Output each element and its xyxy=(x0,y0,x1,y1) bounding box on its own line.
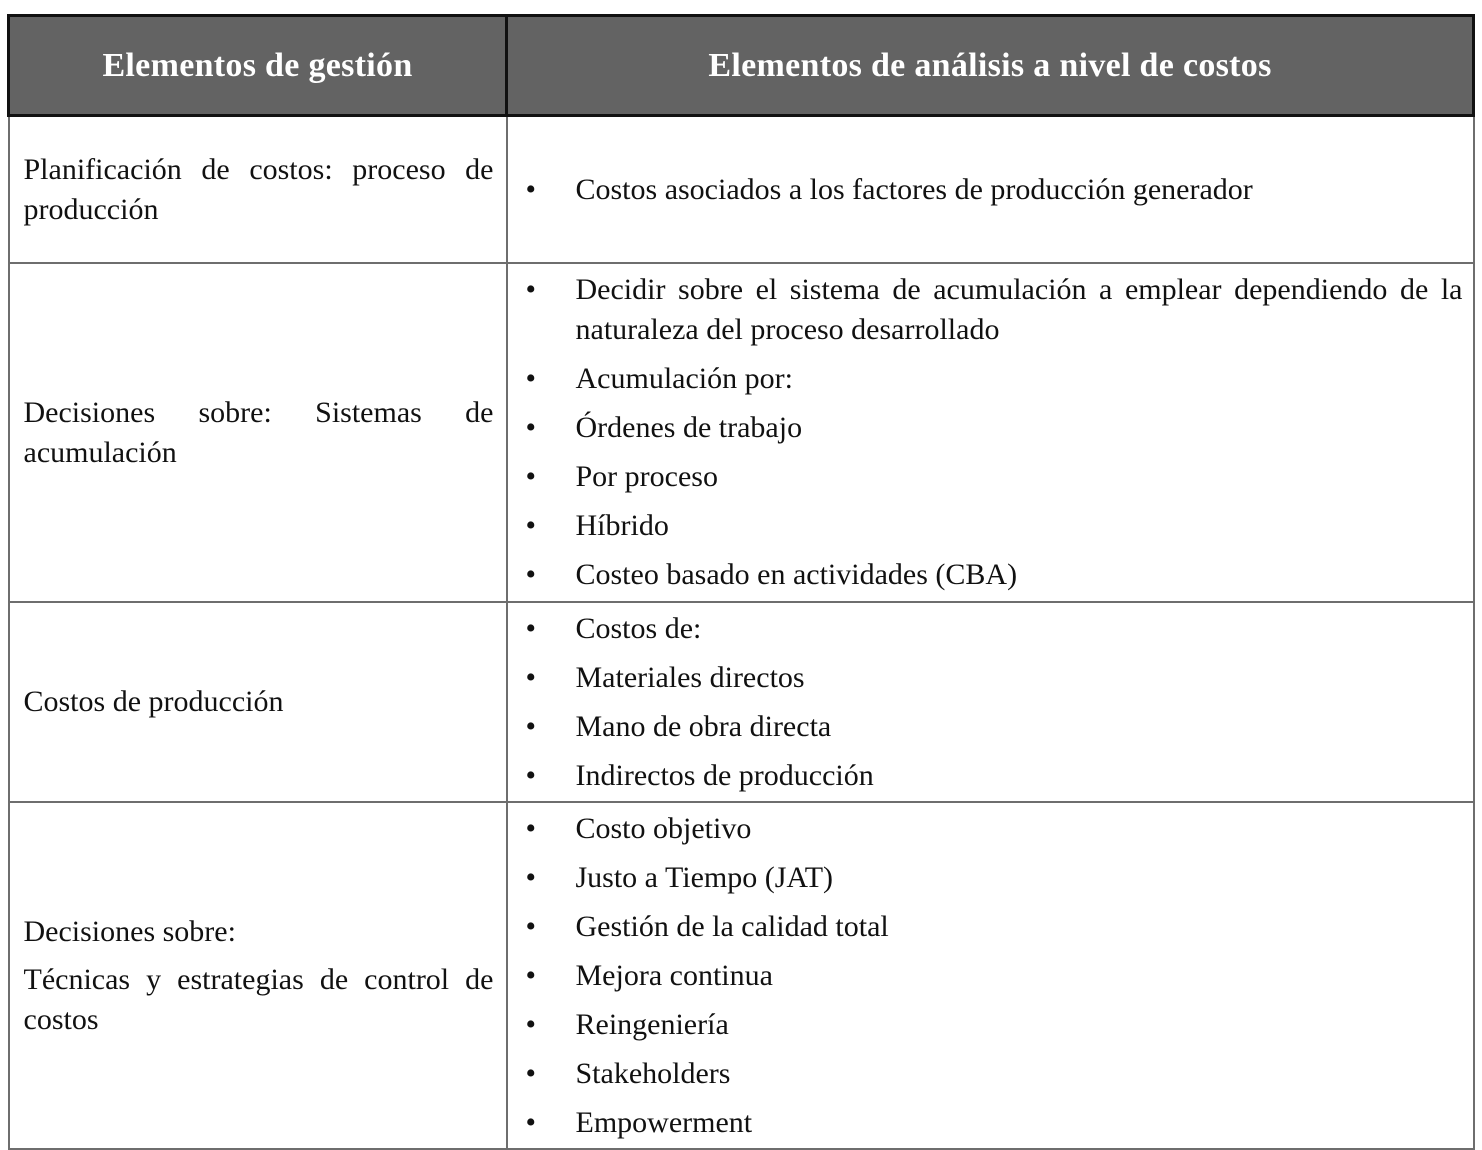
list-item: • Órdenes de trabajo xyxy=(518,408,1463,448)
management-cell xyxy=(9,116,507,264)
bullet-icon: • xyxy=(525,273,537,306)
management-text: Decisiones sobre: Sistemas de acumulación xyxy=(23,395,494,469)
list-item: • Costos asociados a los factores de producción generador xyxy=(518,170,1463,210)
bullet-icon: • xyxy=(525,709,537,743)
list-item: • Decidir sobre el sistema de acumulación a emplear dependiendo de la naturaleza del proceso desarrollado xyxy=(518,270,1463,350)
management-text: Costos de producción xyxy=(23,685,284,718)
analysis-list xyxy=(518,609,1463,796)
header-analysis: Elementos de análisis a nivel de costos xyxy=(507,16,1474,116)
bullet-icon: • xyxy=(525,172,537,206)
bullet-icon: • xyxy=(525,1056,537,1090)
analysis-cell xyxy=(507,263,1474,602)
table-row xyxy=(9,802,1474,1149)
list-item: • Costos de: xyxy=(518,609,1463,649)
bullet-icon: • xyxy=(525,558,537,591)
analysis-list xyxy=(518,270,1463,595)
management-text: Decisiones sobre: xyxy=(23,914,236,948)
list-item: • Mejora continua xyxy=(518,956,1463,996)
list-item: • Stakeholders xyxy=(518,1054,1463,1094)
list-item: • Mano de obra directa xyxy=(518,707,1463,747)
table-row xyxy=(9,602,1474,802)
bullet-icon: • xyxy=(525,958,537,992)
table-row xyxy=(9,116,1474,264)
bullet-icon: • xyxy=(525,909,537,943)
management-cell xyxy=(9,263,507,602)
bullet-icon: • xyxy=(525,1007,537,1041)
list-item: • Gestión de la calidad total xyxy=(518,907,1463,947)
bullet-icon: • xyxy=(525,509,537,542)
bullet-icon: • xyxy=(525,1105,537,1139)
analysis-list xyxy=(518,170,1463,210)
bullet-icon: • xyxy=(525,660,537,694)
list-item: • Reingeniería xyxy=(518,1005,1463,1045)
list-item: • Por proceso xyxy=(518,457,1463,497)
list-item: • Justo a Tiempo (JAT) xyxy=(518,858,1463,898)
bullet-icon: • xyxy=(525,758,537,792)
management-text: Técnicas y estrategias de control de costos xyxy=(23,962,494,1036)
management-cell xyxy=(9,602,507,802)
list-item: • Híbrido xyxy=(518,506,1463,546)
list-item: • Empowerment xyxy=(518,1103,1463,1143)
management-text: Planificación de costos: proceso de producción xyxy=(23,152,494,226)
list-item: • Costo objetivo xyxy=(518,809,1463,849)
list-item: • Acumulación por: xyxy=(518,359,1463,399)
analysis-cell xyxy=(507,116,1474,264)
list-item: • Materiales directos xyxy=(518,658,1463,698)
management-cell xyxy=(9,802,507,1149)
analysis-list xyxy=(518,809,1463,1143)
analysis-cell xyxy=(507,802,1474,1149)
bullet-icon: • xyxy=(525,460,537,493)
list-item: • Costeo basado en actividades (CBA) xyxy=(518,555,1463,595)
header-row xyxy=(9,16,1474,116)
bullet-icon: • xyxy=(525,411,537,444)
header-management: Elementos de gestión xyxy=(9,16,507,116)
bullet-icon: • xyxy=(525,860,537,894)
bullet-icon: • xyxy=(525,611,537,645)
list-item: • Indirectos de producción xyxy=(518,756,1463,796)
table-row xyxy=(9,263,1474,602)
bullet-icon: • xyxy=(525,811,537,845)
bullet-icon: • xyxy=(525,362,537,395)
analysis-cell xyxy=(507,602,1474,802)
cost-management-table xyxy=(7,14,1475,1150)
